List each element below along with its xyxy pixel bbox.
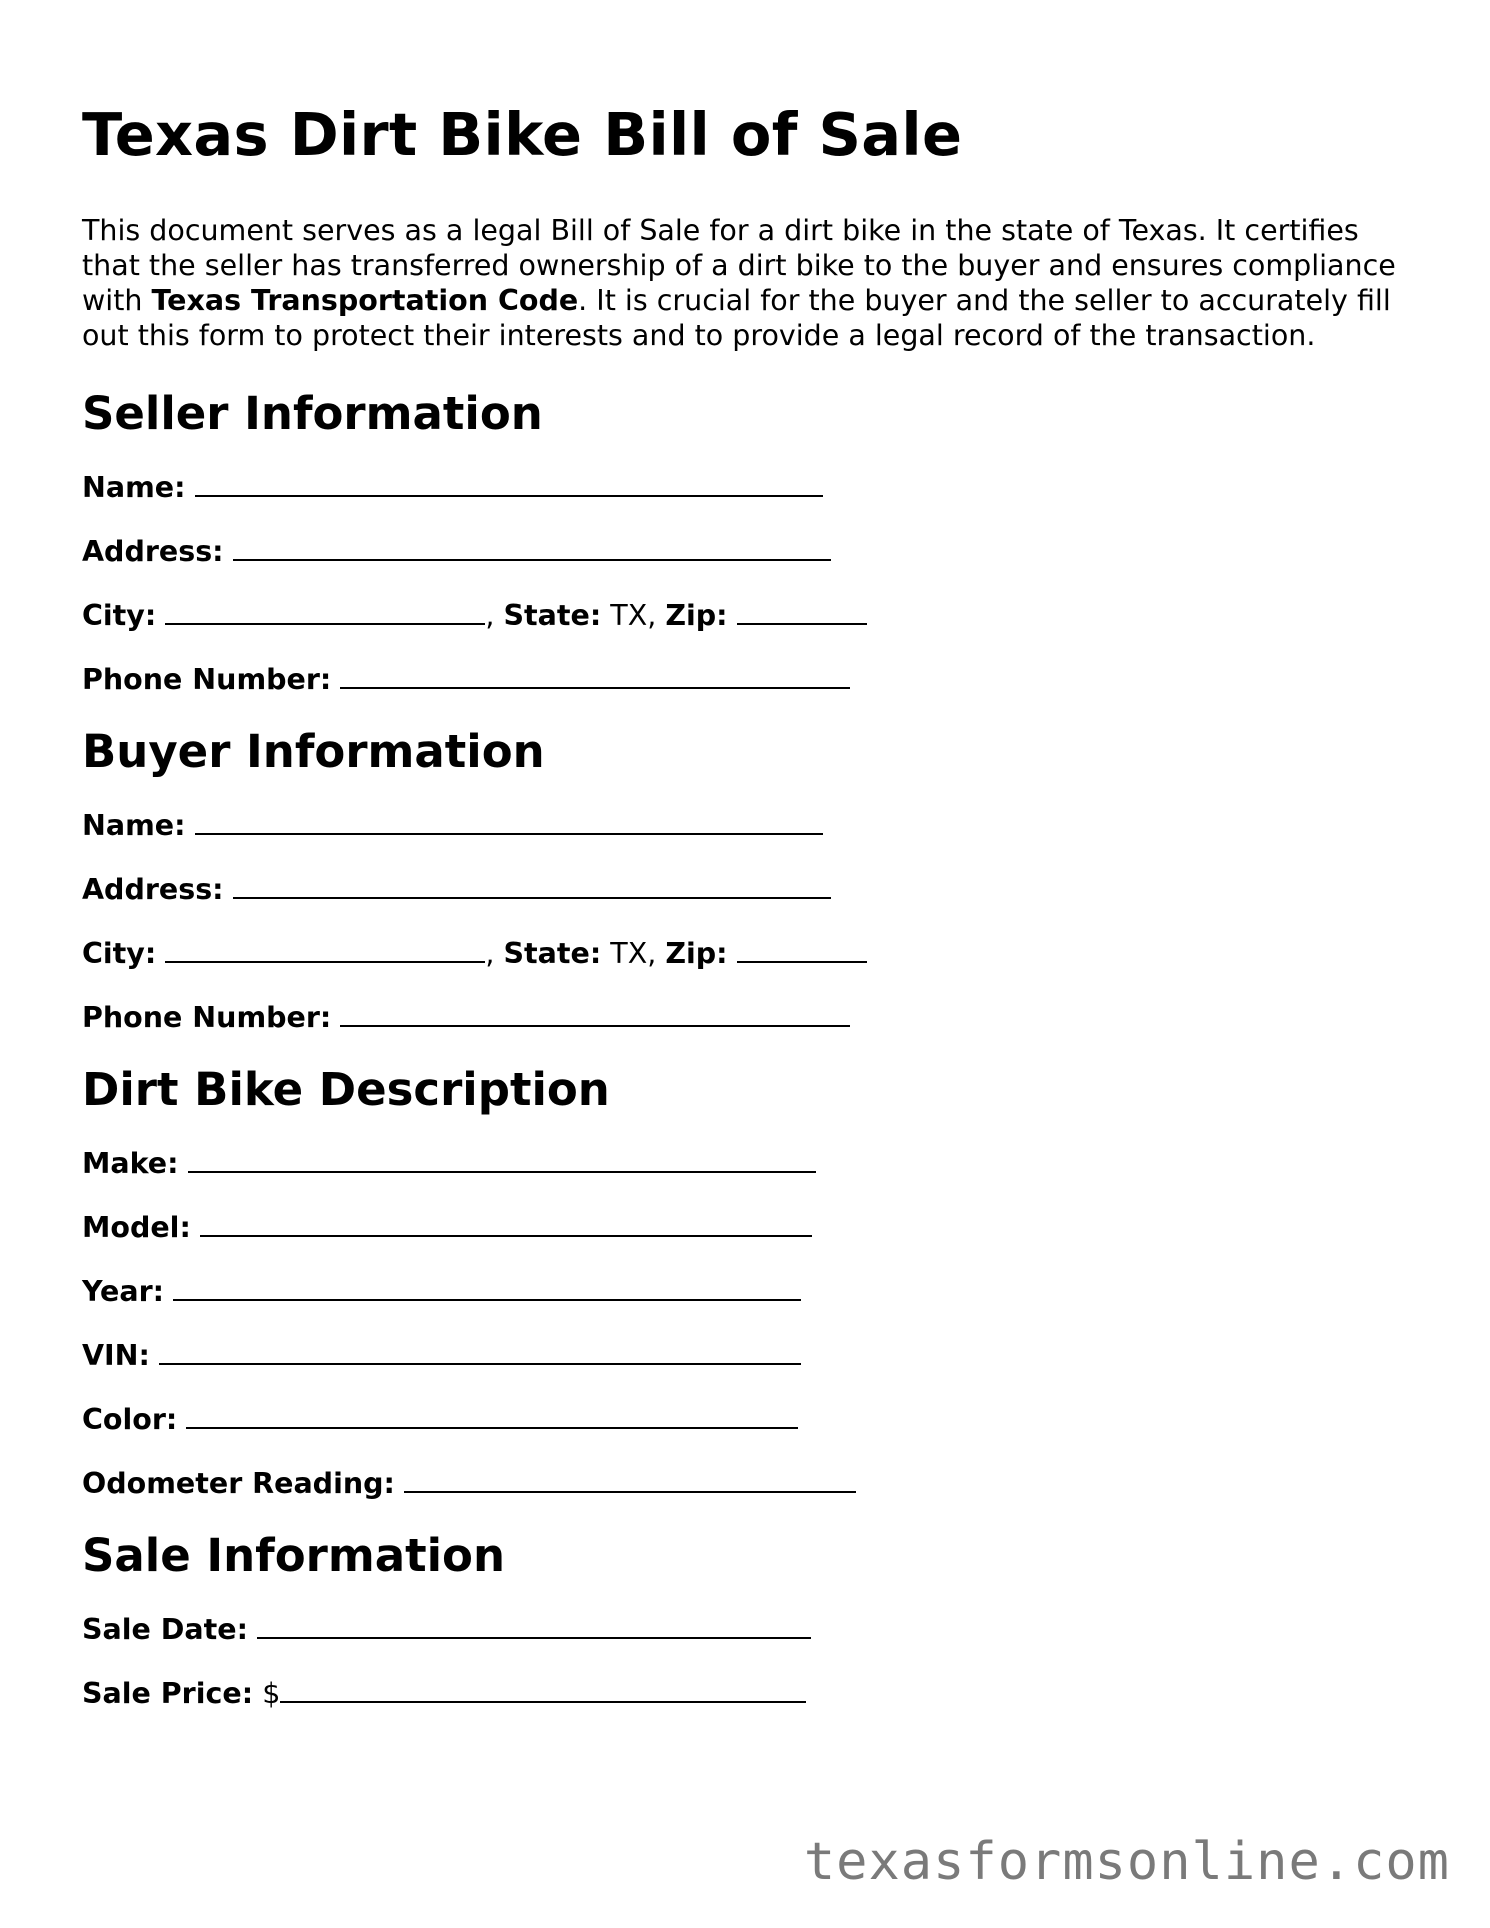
seller-state-label: State: bbox=[503, 598, 602, 632]
bike-color-blank[interactable] bbox=[186, 1403, 798, 1429]
seller-city-label: City: bbox=[82, 598, 157, 632]
bike-color-field bbox=[82, 1403, 1412, 1437]
page-title: Texas Dirt Bike Bill of Sale bbox=[82, 100, 963, 169]
bike-make-field bbox=[82, 1147, 1412, 1181]
buyer-state-value: TX bbox=[610, 936, 648, 970]
seller-state-value: TX bbox=[610, 598, 648, 632]
seller-name-label: Name: bbox=[82, 470, 186, 504]
buyer-zip-label: Zip: bbox=[665, 936, 728, 970]
bike-model-field bbox=[82, 1211, 1412, 1245]
sale-price-field bbox=[82, 1677, 1412, 1711]
bike-make-label: Make: bbox=[82, 1146, 179, 1180]
sale-price-blank[interactable] bbox=[280, 1677, 806, 1703]
bike-color-label: Color: bbox=[82, 1402, 178, 1436]
bike-odometer-blank[interactable] bbox=[404, 1467, 856, 1493]
bike-vin-blank[interactable] bbox=[159, 1339, 801, 1365]
seller-zip-blank[interactable] bbox=[737, 599, 867, 625]
seller-city-field: City: , State: TX, Zip: bbox=[82, 599, 1412, 633]
seller-phone-label: Phone Number: bbox=[82, 662, 332, 696]
bike-vin-label: VIN: bbox=[82, 1338, 150, 1372]
bike-odometer-label: Odometer Reading: bbox=[82, 1466, 395, 1500]
bike-odometer-field bbox=[82, 1467, 1412, 1501]
sale-date-blank[interactable] bbox=[257, 1613, 811, 1639]
seller-heading: Seller Information bbox=[82, 386, 543, 440]
buyer-phone-field bbox=[82, 1001, 1412, 1035]
intro-text-2: . It is crucial for the buyer and the seller to accurately fill out this form to protect their interests and to provide a legal record of the transaction. bbox=[82, 283, 1391, 352]
buyer-city-field: City: , State: TX, Zip: bbox=[82, 937, 1412, 971]
bike-model-label: Model: bbox=[82, 1210, 191, 1244]
buyer-state-label: State: bbox=[503, 936, 602, 970]
seller-city-blank[interactable] bbox=[165, 599, 485, 625]
bike-heading: Dirt Bike Description bbox=[82, 1062, 610, 1116]
buyer-address-blank[interactable] bbox=[233, 873, 831, 899]
buyer-city-label: City: bbox=[82, 936, 157, 970]
bike-year-field bbox=[82, 1275, 1412, 1309]
buyer-phone-label: Phone Number: bbox=[82, 1000, 332, 1034]
seller-name-field bbox=[82, 471, 1412, 505]
bike-model-blank[interactable] bbox=[200, 1211, 812, 1237]
buyer-address-field bbox=[82, 873, 1412, 907]
buyer-name-blank[interactable] bbox=[195, 809, 823, 835]
document-page bbox=[82, 100, 1412, 1711]
buyer-heading: Buyer Information bbox=[82, 724, 545, 778]
watermark: texasformsonline.com bbox=[803, 1832, 1450, 1892]
bike-make-blank[interactable] bbox=[188, 1147, 816, 1173]
bike-vin-field bbox=[82, 1339, 1412, 1373]
buyer-city-blank[interactable] bbox=[165, 937, 485, 963]
sale-date-label: Sale Date: bbox=[82, 1612, 249, 1646]
buyer-name-label: Name: bbox=[82, 808, 186, 842]
bike-year-label: Year: bbox=[82, 1274, 165, 1308]
sale-price-label: Sale Price: bbox=[82, 1676, 254, 1710]
seller-phone-blank[interactable] bbox=[340, 663, 850, 689]
sale-price-currency: $ bbox=[262, 1676, 281, 1710]
buyer-phone-blank[interactable] bbox=[340, 1001, 850, 1027]
sale-date-field bbox=[82, 1613, 1412, 1647]
sale-heading: Sale Information bbox=[82, 1528, 505, 1582]
intro-bold-text: Texas Transportation Code bbox=[151, 283, 579, 317]
seller-phone-field bbox=[82, 663, 1412, 697]
intro-text-1: This document serves as a legal Bill of Sale for a dirt bike in the state of Texas. It certifies that the seller has transferred ownership of a dirt bike to the buyer and ensures compliance with bbox=[82, 213, 1396, 317]
seller-name-blank[interactable] bbox=[195, 471, 823, 497]
intro-paragraph bbox=[82, 213, 1412, 353]
seller-address-field bbox=[82, 535, 1412, 569]
bike-year-blank[interactable] bbox=[173, 1275, 801, 1301]
buyer-name-field bbox=[82, 809, 1412, 843]
seller-address-blank[interactable] bbox=[233, 535, 831, 561]
seller-address-label: Address: bbox=[82, 534, 224, 568]
buyer-zip-blank[interactable] bbox=[737, 937, 867, 963]
seller-zip-label: Zip: bbox=[665, 598, 728, 632]
buyer-address-label: Address: bbox=[82, 872, 224, 906]
